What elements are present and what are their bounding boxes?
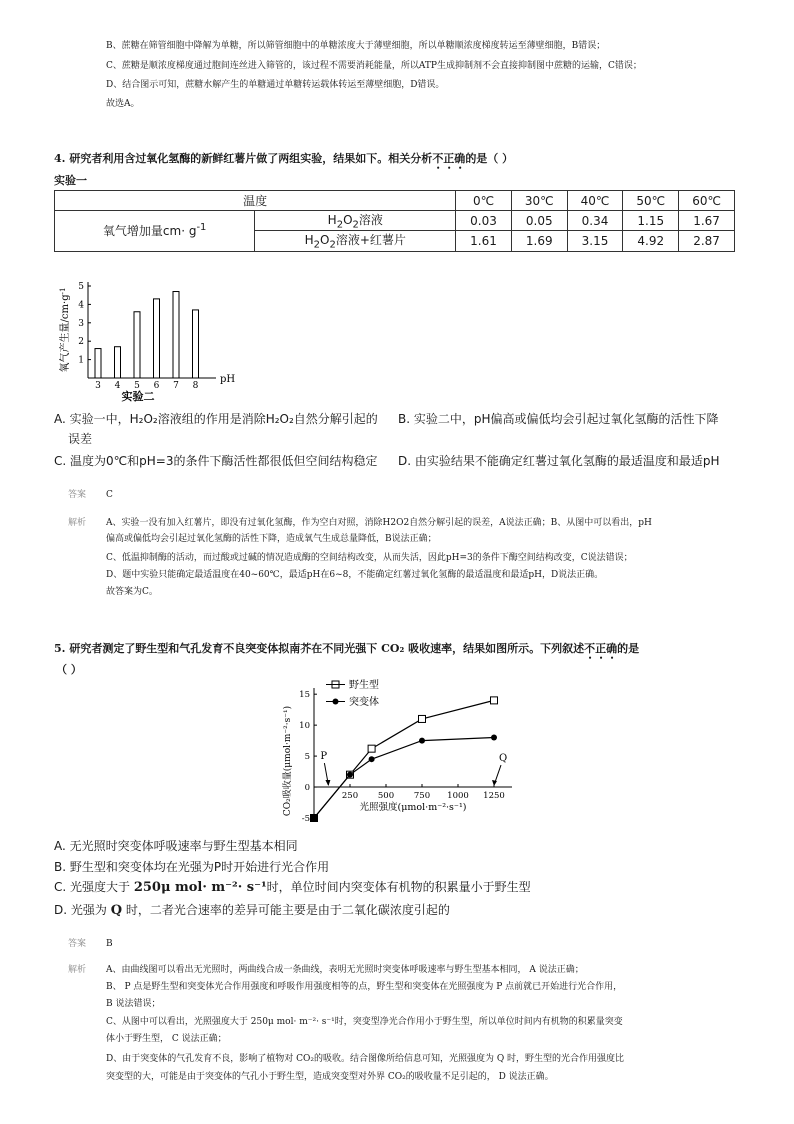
table-cell: 4.92: [623, 231, 679, 251]
q4-answer-label: 答案: [68, 490, 87, 500]
legend-mutant: 突变体: [349, 697, 379, 708]
x-tick-label: 7: [173, 381, 179, 391]
q5-analysis-line: 突变型的大，可能是由于突变体的气孔小于野生型，造成突变型对外界 CO₂的吸收量不足引起的， D 说法正确。: [106, 1072, 554, 1082]
label-sub: 2: [352, 219, 359, 231]
q4-table: [54, 190, 735, 252]
table-row-label: [255, 211, 456, 231]
arrow-head-icon: [492, 780, 497, 786]
label-part: 溶液+红薯片: [335, 233, 406, 248]
y-axis-label-sup: -1: [59, 287, 67, 295]
x-tick-label: 750: [413, 791, 431, 802]
q4-analysis-line: D、题中实验只能确定最适温度在40~60℃，最适pH在6~8，不能确定红薯过氧化氢酶的最适温度和最适pH，D说法正确。: [106, 570, 604, 580]
q5-stem-emphasis: 不正确: [584, 642, 618, 655]
y-tick-label: 3: [78, 318, 84, 329]
option-c-tail: 时，单位时间内突变体有机物的积累量小于野生型: [266, 880, 531, 894]
table-cell: 0.05: [511, 211, 567, 231]
label-sub: 2: [313, 239, 321, 251]
prev-analysis-line-d: D、结合图示可知，蔗糖水解产生的单糖通过单糖转运载体转运至薄壁细胞，D错误。: [106, 80, 445, 90]
x-tick-label: 1250: [483, 791, 505, 802]
q5-option-a[interactable]: A. 无光照时突变体呼吸速率与野生型基本相同: [54, 839, 298, 853]
q5-analysis-line: B 说法错误；: [106, 999, 161, 1009]
q4-answer: C: [106, 490, 113, 500]
q5-line-chart: [276, 676, 526, 836]
q4-stem-emphasis: 不正确: [432, 152, 466, 165]
q4-analysis-line: 故答案为C。: [106, 587, 158, 597]
x-tick-label: 500: [377, 791, 395, 802]
q4-analysis-label: 解析: [68, 518, 87, 528]
option-d-math: Q: [110, 903, 123, 918]
x-axis-label: pH: [220, 374, 236, 385]
q5-stem-text: 5. 研究者测定了野生型和气孔发育不良突变体拟南芥在不同光强下 CO₂ 吸收速率，结果如图所示。下列叙述: [54, 642, 585, 655]
x-tick-label: 8: [192, 381, 199, 391]
q4-stem-tail: 的是（ ）: [465, 152, 514, 165]
table-header-temp: 30℃: [511, 191, 567, 211]
q4-analysis-line: A、实验一没有加入红薯片，即没有过氧化氢酶，作为空白对照，消除H2O2自然分解引起的误差，A说法正确；B、从图中可以看出，pH: [106, 518, 652, 528]
label-part: O: [320, 233, 330, 248]
table-row: [55, 211, 735, 231]
label-sub: 2: [336, 219, 344, 231]
q5-analysis-line: C、从图中可以看出，光照强度大于 250μ mol· m⁻²· s⁻¹时，突变型净光合作用小于野生型，所以单位时间内有机物的积累量突变: [106, 1017, 623, 1027]
row-header-text: 氧气增加量cm· g: [102, 224, 197, 239]
q5-analysis-line: 体小于野生型， C 说法正确；: [106, 1034, 227, 1044]
prev-analysis-line-b: B、蔗糖在筛管细胞中降解为单糖，所以筛管细胞中的单糖浓度大于薄壁细胞，所以单糖顺浓度梯度转运至薄壁细胞，B错误；: [106, 41, 606, 51]
x-tick-label: 1000: [447, 791, 469, 802]
prev-analysis-line-c: C、蔗糖是顺浓度梯度通过胞间连丝进入筛管的，该过程不需要消耗能量，所以ATP生成抑制剂不会直接抑制图中蔗糖的运输，C错误；: [106, 61, 642, 71]
prev-analysis-conclusion: 故选A。: [106, 99, 140, 109]
table-cell: 1.69: [511, 231, 567, 251]
y-tick-label: 5: [304, 752, 310, 763]
q4-option-d[interactable]: D. 由实验结果不能确定红薯过氧化氢酶的最适温度和最适pH: [398, 454, 720, 468]
table-header-temp: 60℃: [679, 191, 735, 211]
q4-stem-text: 4. 研究者利用含过氧化氢酶的新鲜红薯片做了两组实验，结果如下。相关分析: [54, 152, 433, 165]
q5-analysis-line: A、由曲线图可以看出无光照时，两曲线合成一条曲线，表明无光照时突变体呼吸速率与野生型基本相同， A 说法正确；: [106, 965, 584, 975]
mutant-point: [369, 756, 375, 762]
label-part: H: [327, 213, 337, 227]
label-part: 溶液: [358, 213, 383, 227]
x-tick-label: 3: [95, 381, 101, 391]
bar: [193, 310, 199, 378]
q5-option-b[interactable]: B. 野生型和突变体均在光强为P时开始进行光合作用: [54, 860, 330, 874]
legend-wild-type: 野生型: [349, 680, 379, 691]
bar: [173, 292, 179, 378]
q4-exp1-label: 实验一: [54, 174, 87, 187]
y-tick-label: 4: [78, 300, 84, 311]
table-cell: 3.15: [567, 231, 623, 251]
option-d-tail: 时，二者光合速率的差异可能主要是由于二氧化碳浓度引起的: [122, 903, 450, 917]
y-tick-label: 5: [78, 282, 84, 292]
mutant-point: [419, 738, 425, 744]
q4-analysis-line: 偏高或偏低均会引起过氧化氢酶的活性下降，造成氧气生成总量降低，B说法正确；: [106, 534, 437, 544]
q5-analysis-line: D、由于突变体的气孔发育不良，影响了植物对 CO₂的吸收。结合图像所给信息可知，光照强度为 Q 时，野生型的光合作用强度比: [106, 1054, 625, 1064]
q4-option-b[interactable]: B. 实验二中，pH偏高或偏低均会引起过氧化氢酶的活性下降: [398, 412, 719, 426]
table-cell: 2.87: [679, 231, 735, 251]
q5-stem-line2: （ ）: [56, 663, 82, 676]
label-part: O: [343, 213, 353, 227]
table-cell: 1.67: [679, 211, 735, 231]
origin-point: [311, 815, 318, 822]
mutant-point: [347, 772, 353, 778]
mutant-point: [491, 735, 497, 741]
wild-type-point: [368, 745, 375, 752]
chart-title: 实验二: [121, 390, 155, 403]
table-cell: 0.03: [456, 211, 512, 231]
y-tick-label: 2: [78, 337, 84, 348]
wild-type-point: [419, 715, 426, 722]
q4-option-a[interactable]: A. 实验一中，H₂O₂溶液组的作用是消除H₂O₂自然分解引起的: [54, 412, 378, 426]
x-tick-label: 250: [341, 791, 359, 802]
table-header-cell: 温度: [55, 191, 456, 211]
table-row-label: [255, 231, 456, 251]
q4-bar-chart: [56, 278, 236, 408]
q5-option-d[interactable]: [54, 900, 450, 921]
bar: [115, 347, 121, 378]
table-row-header: [55, 211, 255, 252]
y-tick-label: 0: [304, 783, 310, 794]
q4-analysis-line: C、低温抑制酶的活动，而过酸或过碱的情况造成酶的空间结构改变，从而失活，因此pH=3的条件下酶空间结构改变，C说法错误；: [106, 553, 633, 563]
label-part: H: [304, 233, 314, 248]
table-header-temp: 50℃: [623, 191, 679, 211]
y-tick-label: 10: [299, 721, 310, 732]
bar: [154, 299, 160, 378]
table-row: [55, 191, 735, 211]
table-header-temp: 0℃: [456, 191, 512, 211]
table-cell: 1.15: [623, 211, 679, 231]
y-axis-label: CO₂吸收量(μmol·m⁻²·s⁻¹): [283, 705, 293, 817]
option-d-text: D. 光强为: [54, 903, 111, 917]
q5-analysis-line: B、 P 点是野生型和突变体光合作用强度和呼吸作用强度相等的点，野生型和突变体在光照强度为 P 点前就已开始进行光合作用，: [106, 982, 623, 992]
q5-option-c[interactable]: [54, 877, 531, 898]
x-tick-label: 4: [114, 381, 121, 391]
annotation-q: Q: [499, 753, 508, 765]
wild-type-point: [491, 697, 498, 704]
q5-stem: [54, 640, 639, 662]
q4-option-c[interactable]: C. 温度为0℃和pH=3的条件下酶活性都很低但空间结构稳定: [54, 454, 378, 468]
table-cell: 0.34: [567, 211, 623, 231]
y-tick-label: 15: [299, 690, 310, 701]
label-sub: 2: [329, 239, 336, 251]
q4-stem: [54, 150, 513, 172]
arrow-head-icon: [325, 780, 330, 786]
y-tick-label: 1: [78, 355, 84, 366]
q5-answer: B: [106, 939, 113, 949]
option-c-math: 250μ mol· m⁻²· s⁻¹: [133, 880, 267, 895]
x-axis-label: 光照强度(μmol·m⁻²·s⁻¹): [359, 802, 467, 814]
option-c-text: C. 光强度大于: [54, 880, 134, 894]
q5-answer-label: 答案: [68, 939, 87, 949]
table-cell: 1.61: [456, 231, 512, 251]
table-header-temp: 40℃: [567, 191, 623, 211]
q5-stem-tail: 的是: [617, 642, 640, 655]
legend-dot-icon: [333, 699, 339, 705]
q4-option-a-cont: 误差: [68, 432, 93, 446]
x-tick-label: 5: [134, 381, 140, 391]
annotation-p: P: [320, 751, 328, 763]
y-axis-label: 氧气产生量$/cm\cdot g^{-1}$: [59, 287, 71, 373]
bar: [134, 312, 140, 378]
row-header-sup: -1: [196, 222, 207, 234]
bar: [95, 349, 101, 378]
q5-analysis-label: 解析: [68, 965, 87, 975]
x-tick-label: 6: [153, 381, 160, 391]
y-tick-label: -5: [301, 814, 310, 824]
